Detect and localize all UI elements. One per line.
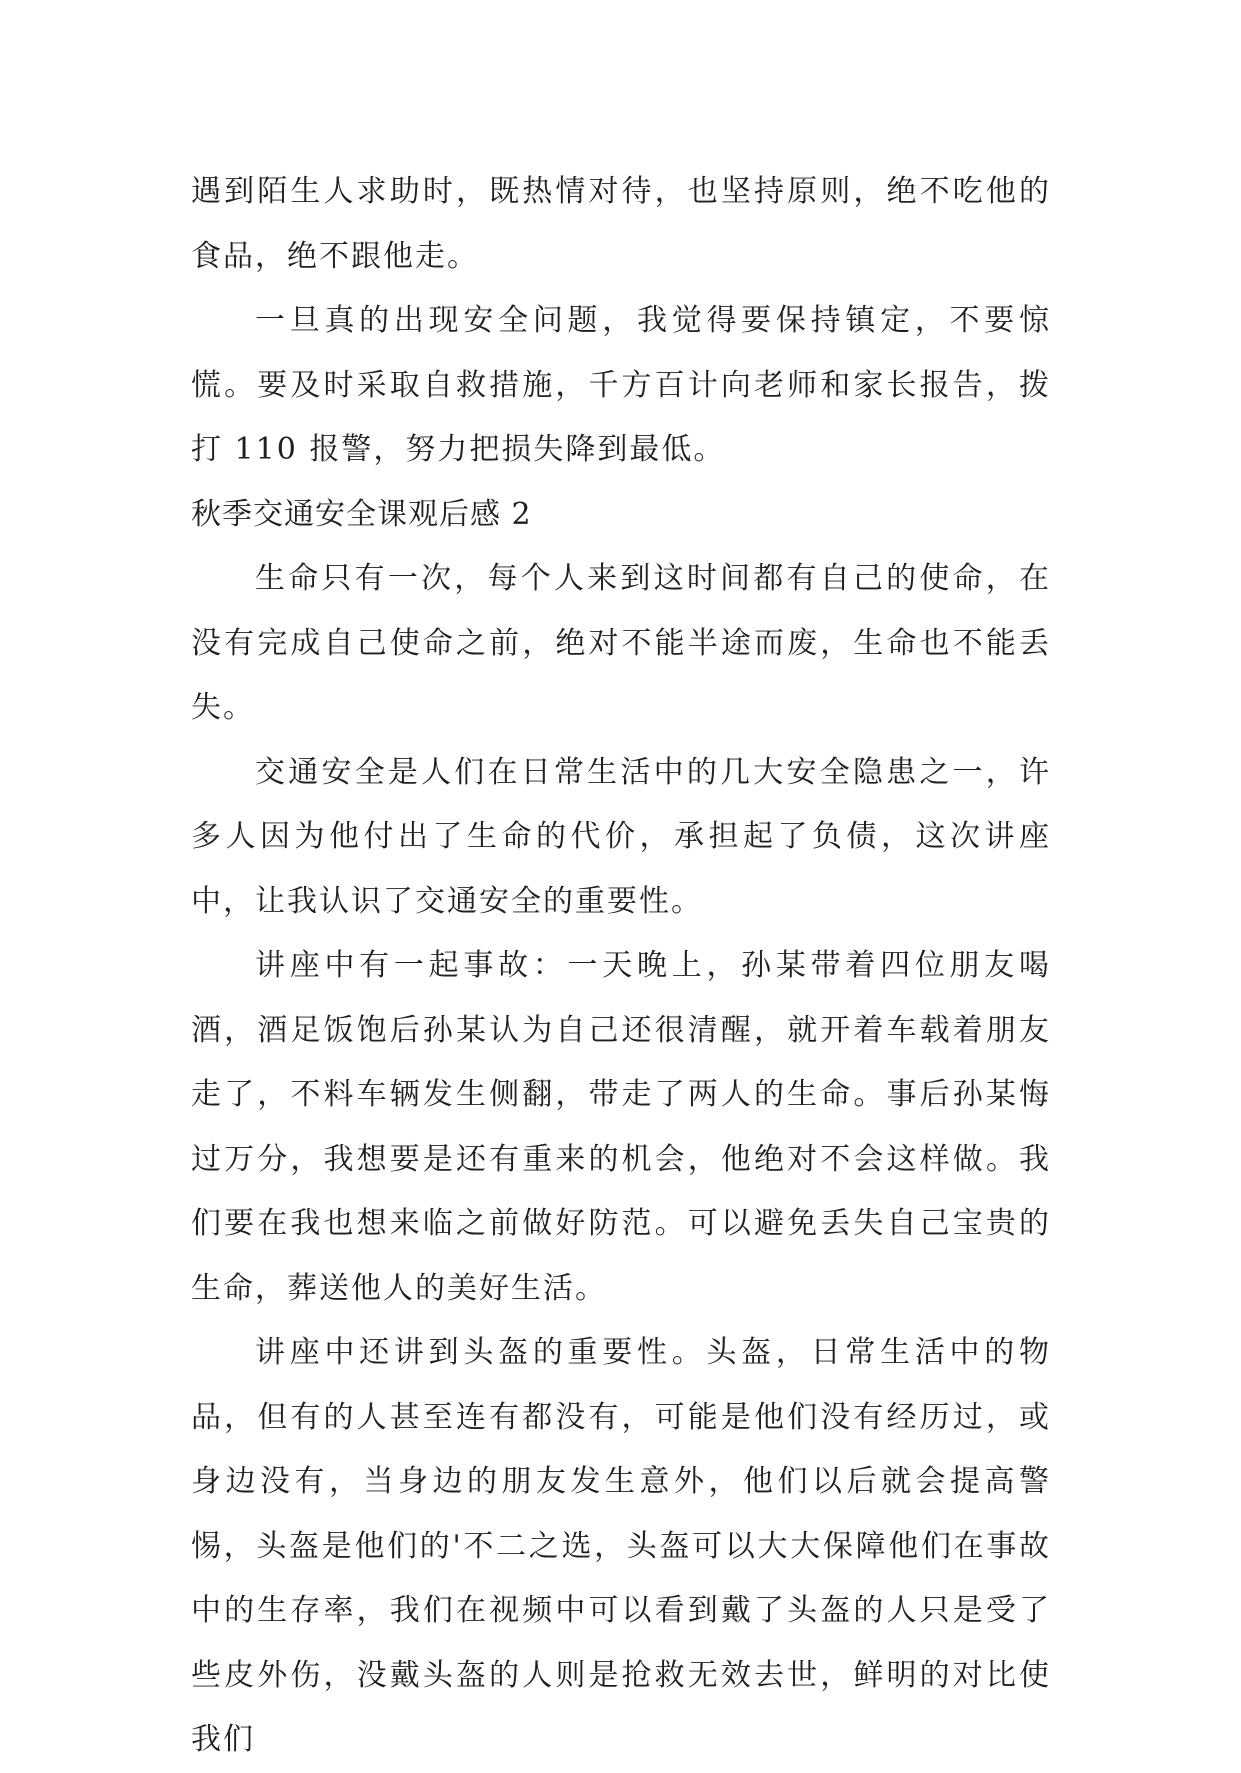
paragraph-life-once: 生命只有一次，每个人来到这时间都有自己的使命，在没有完成自己使命之前，绝对不能半途而废，生命也不能丢失。 [191,561,1051,725]
paragraph-safety-response: 一旦真的出现安全问题，我觉得要保持镇定，不要惊慌。要及时采取自救措施，千方百计向老师和家长报告，拨打 110 报警，努力把损失降到最低。 [191,303,1051,467]
paragraph-accident-story: 讲座中有一起事故：一天晚上，孙某带着四位朋友喝酒，酒足饭饱后孙某认为自己还很清醒，就开着车载着朋友走了，不料车辆发生侧翻，带走了两人的生命。事后孙某悔过万分，我想要是还有重来的机会，他绝对不会这样做。我们要在我也想来临之前做好防范。可以避免丢失自己宝贵的生命，葬送他人的美好生活。 [191,948,1051,1306]
paragraph-traffic-safety: 交通安全是人们在日常生活中的几大安全隐患之一，许多人因为他付出了生命的代价，承担起了负债，这次讲座中，让我认识了交通安全的重要性。 [191,754,1051,919]
paragraph-continued: 遇到陌生人求助时，既热情对待，也坚持原则，绝不吃他的食品，绝不跟他走。 [191,174,1051,274]
document-body [191,160,1051,1773]
paragraph-helmet: 讲座中还讲到头盔的重要性。头盔，日常生活中的物品，但有的人甚至连有都没有，可能是他们没有经历过，或身边没有，当身边的朋友发生意外，他们以后就会提高警惕，头盔是他们的'不二之选，头盔可以大大保障他们在事故中的生存率，我们在视频中可以看到戴了头盔的人只是受了些皮外伤，没戴头盔的人则是抢救无效去世，鲜明的对比使我们 [191,1335,1051,1757]
section-heading: 秋季交通安全课观后感 2 [191,496,532,532]
